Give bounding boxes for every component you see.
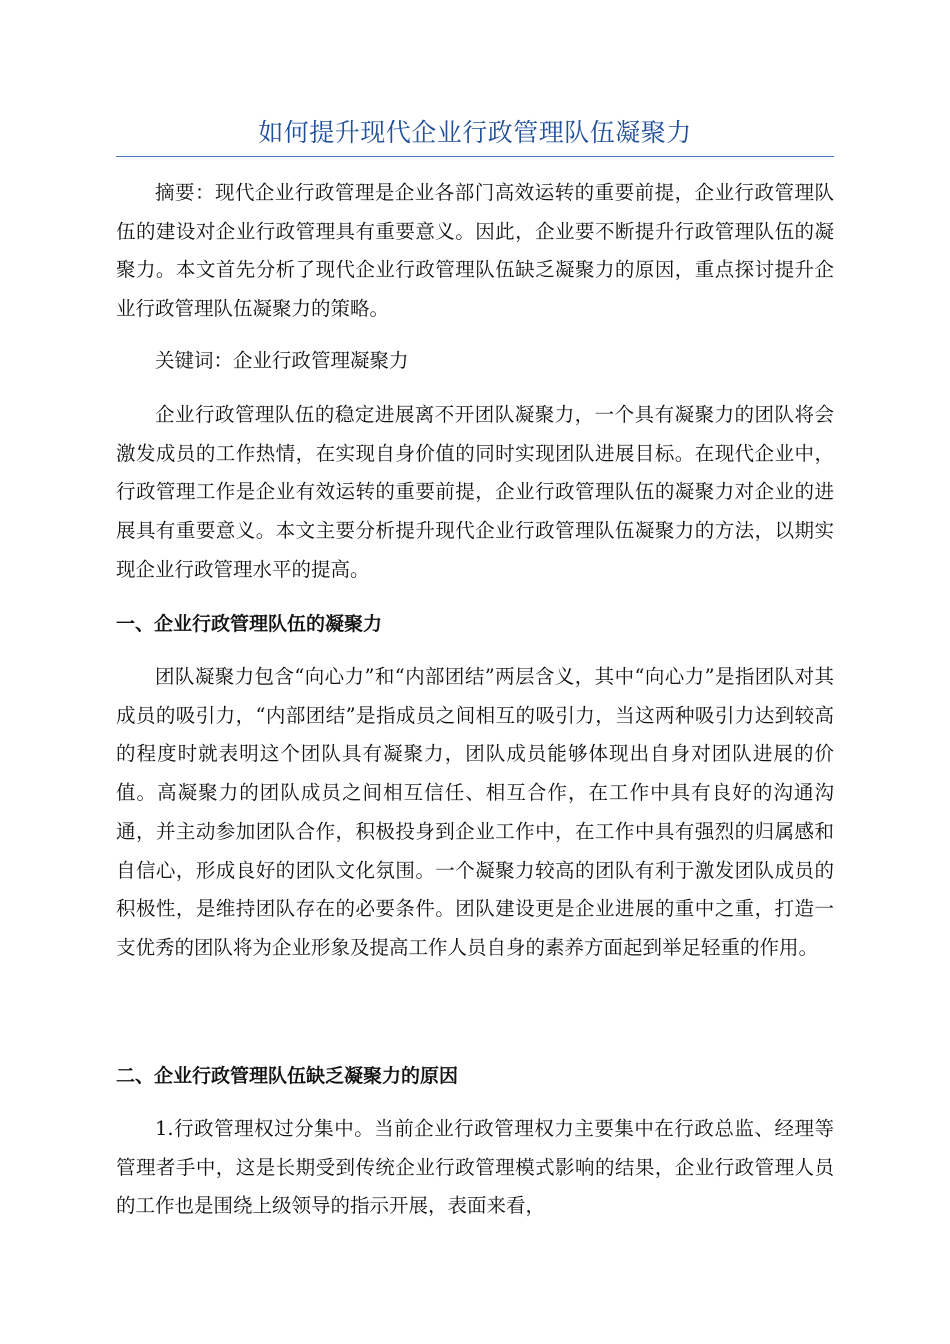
abstract-paragraph: 摘要：现代企业行政管理是企业各部门高效运转的重要前提，企业行政管理队伍的建设对企业行政管理具有重要意义。因此，企业要不断提升行政管理队伍的凝聚力。本文首先分析了现代企业行政管理队伍缺乏凝聚力的原因，重点探讨提升企业行政管理队伍凝聚力的策略。 — [116, 181, 834, 321]
section-2-paragraph: 1.行政管理权过分集中。当前企业行政管理权力主要集中在行政总监、经理等管理者手中，这是长期受到传统企业行政管理模式影响的结果，企业行政管理人员的工作也是围绕上级领导的指示开展，表面来看， — [116, 1117, 834, 1218]
section-2-heading: 二、企业行政管理队伍缺乏凝聚力的原因 — [116, 1065, 459, 1087]
section-1-paragraph: 团队凝聚力包含“向心力”和“内部团结”两层含义，其中“向心力”是指团队对其成员的吸引力，“内部团结”是指成员之间相互的吸引力，当这两种吸引力达到较高的程度时就表明这个团队具有凝聚力，团队成员能够体现出自身对团队进展的价值。高凝聚力的团队成员之间相互信任、相互合作，在工作中具有良好的沟通沟通，并主动参加团队合作，积极投身到企业工作中，在工作中具有强烈的归属感和自信心，形成良好的团队文化氛围。一个凝聚力较高的团队有利于激发团队成员的积极性，是维持团队存在的必要条件。团队建设更是企业进展的重中之重，打造一支优秀的团队将为企业形象及提高工作人员自身的素养方面起到举足轻重的作用。 — [116, 665, 834, 959]
section-1-heading: 一、企业行政管理队伍的凝聚力 — [116, 613, 383, 635]
intro-paragraph: 企业行政管理队伍的稳定进展离不开团队凝聚力，一个具有凝聚力的团队将会激发成员的工作热情，在实现自身价值的同时实现团队进展目标。在现代企业中，行政管理工作是企业有效运转的重要前提，企业行政管理队伍的凝聚力对企业的进展具有重要意义。本文主要分析提升现代企业行政管理队伍凝聚力的方法，以期实现企业行政管理水平的提高。 — [116, 403, 834, 581]
title-underline — [116, 156, 834, 157]
keywords-paragraph: 关键词：企业行政管理凝聚力 — [155, 349, 409, 372]
page-title: 如何提升现代企业行政管理队伍凝聚力 — [258, 118, 692, 147]
